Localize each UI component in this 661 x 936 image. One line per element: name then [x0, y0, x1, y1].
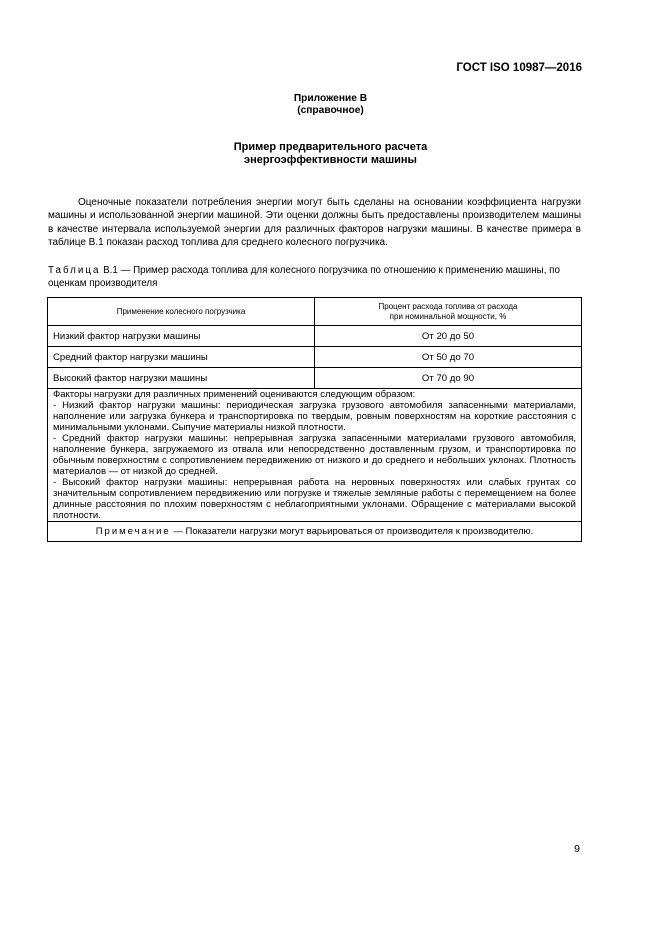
row-value: От 50 до 70 — [315, 347, 582, 368]
table-row — [48, 368, 582, 389]
table-row — [48, 347, 582, 368]
table-note — [48, 522, 582, 542]
table-row — [48, 326, 582, 347]
row-label: Низкий фактор нагрузки машины — [48, 326, 315, 347]
standard-code: ГОСТ ISO 10987—2016 — [456, 62, 582, 74]
row-value: От 20 до 50 — [315, 326, 582, 347]
page-number: 9 — [574, 843, 580, 855]
table-caption — [48, 265, 588, 290]
factor-high: - Высокий фактор нагрузки машины: непрерывная работа на неровных поверхностях или слабых грунтах со значительным сопротивлением передвижению или погрузке и тяжелые земляные работы с перемещением на более длинные расстояния по плохим поверхностям с неблагоприятными уклонами. Обращение с материалами высокой плотности. — [53, 477, 576, 521]
note-label: Примечание — [95, 526, 171, 537]
col2-header-line-1: Процент расхода топлива от расхода — [378, 301, 518, 311]
section-heading — [0, 141, 661, 167]
factors-intro: Факторы нагрузки для различных применений оцениваются следующим образом: — [53, 389, 416, 400]
load-factors-description — [48, 389, 582, 522]
heading-line-1: Пример предварительного расчета — [233, 141, 428, 153]
table-caption-label: Таблица — [48, 265, 101, 276]
row-value: От 70 до 90 — [315, 368, 582, 389]
row-label: Средний фактор нагрузки машины — [48, 347, 315, 368]
fuel-consumption-table — [47, 297, 582, 542]
heading-line-2: энергоэффективности машины — [244, 154, 417, 166]
note-row — [48, 522, 582, 542]
col-header-application: Применение колесного погрузчика — [48, 298, 315, 326]
body-paragraph: Оценочные показатели потребления энергии могут быть сделаны на основании коэффициента нагрузки машины и использованной энергии машиной. Эти оценки должны быть предоставлены производителем машины в качестве интервала используемой энергии для различных факторов нагрузки машины. В качестве примера в таблице В.1 показан расход топлива для среднего колесного погрузчика. — [48, 197, 581, 248]
col2-header-line-2: при номинальной мощности, % — [389, 311, 507, 321]
note-text: — Показатели нагрузки могут варьироваться от производителя к производителю. — [170, 526, 534, 537]
factors-row — [48, 389, 582, 522]
table-header-row — [48, 298, 582, 326]
row-label: Высокий фактор нагрузки машины — [48, 368, 315, 389]
factor-low: - Низкий фактор нагрузки машины: периодическая загрузка грузового автомобиля запасенными материалами, наполнение или загрузка бункера и транспортировка по твердым, ровным поверхностям на короткие расстояния с минимальными уклонами. Сыпучие материалы низкой плотности. — [53, 400, 576, 433]
table-caption-text: В.1 — Пример расхода топлива для колесного погрузчика по отношению к применению машины, по оценкам производителя — [48, 265, 560, 289]
col-header-fuel-percent — [315, 298, 582, 326]
annex-title: Приложение В — [293, 93, 368, 104]
annex-subtitle: (справочное) — [297, 105, 364, 116]
factor-medium: - Средний фактор нагрузки машины: непрерывная загрузка запасенными материалами грузового автомобиля, наполнение бункера, загружаемого из отвала или непосредственно доставленным грузом, и транспортировка по обычным поверхностям с сопротивлением передвижению от низкого и до среднего и небольших уклонах. Плотность материалов — от низкой до средней. — [53, 433, 576, 477]
